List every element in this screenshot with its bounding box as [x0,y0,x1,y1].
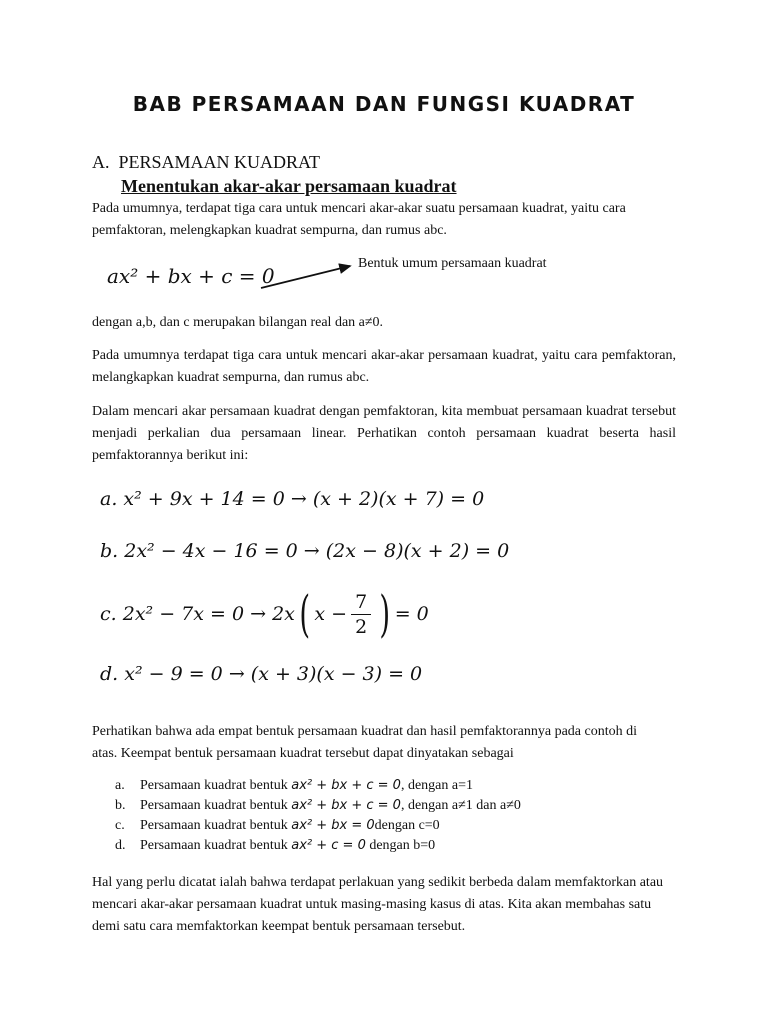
section-label: A. [92,152,110,172]
fraction [351,590,371,639]
list-item-suffix: , dengan a=1 [400,778,473,793]
example-a-lhs: x² + 9x + 14 = 0 [123,488,285,510]
arrow-right-icon: → [250,603,267,625]
example-d-rhs: (x + 3)(x − 3) = 0 [250,663,423,685]
observe-paragraph: Perhatikan bahwa ada empat bentuk persamaan kuadrat dan hasil pemfaktorannya pada contoh di atas. Keempat bentuk persamaan kuadrat tersebut dapat dinyatakan sebagai [92,724,638,761]
constants-text: dengan a,b, dan c merupakan bilangan real dan a≠0. [92,315,384,330]
fraction-numerator: 7 [351,590,371,615]
example-c-lhs: 2x² − 7x = 0 [122,603,245,625]
list-item-formula: ax² + bx + c = 0 [291,798,401,813]
example-d-label: d. [100,663,119,685]
left-paren: ( [299,585,310,643]
page-title: BAB PERSAMAAN DAN FUNGSI KUADRAT [132,92,636,116]
fraction-denominator: 2 [355,615,368,638]
list-item-text: Persamaan kuadrat bentuk [140,818,292,833]
list-item [115,776,473,796]
list-item-suffix: dengan c=0 [374,818,440,833]
example-c-factor: 2x [272,603,295,625]
example-a [100,488,484,510]
methods-paragraph: Pada umumnya terdapat tiga cara untuk mencari akar-akar persamaan kuadrat, yaitu cara pemfaktoran, melangkapkan kuadrat sempurna, dan rumus abc. [92,348,676,385]
section-title: PERSAMAAN KUADRAT [118,152,321,172]
example-d-lhs: x² − 9 = 0 [124,663,223,685]
right-paren: ) [379,585,391,643]
list-item-label: c. [115,818,125,833]
example-a-label: a. [100,488,118,510]
example-c [100,584,429,644]
arrow-right-icon: → [290,488,307,510]
list-item-text: Persamaan kuadrat bentuk [140,778,292,793]
example-a-rhs: (x + 2)(x + 7) = 0 [312,488,485,510]
example-b-rhs: (2x − 8)(x + 2) = 0 [325,540,510,562]
section-heading [92,152,320,173]
general-form-equation: ax² + bx + c = 0 [107,264,275,288]
list-item-formula: ax² + bx = 0 [291,818,375,833]
list-item-label: b. [115,798,126,813]
list-item-label: d. [115,838,126,853]
example-c-label: c. [100,603,117,625]
list-item [115,796,521,816]
list-item-text: Persamaan kuadrat bentuk [140,798,292,813]
list-item-suffix: dengan b=0 [365,838,436,853]
factoring-paragraph: Dalam mencari akar persamaan kuadrat dengan pemfaktoran, kita membuat persamaan kuadrat tersebut menjadi perkalian dua persamaan linear. Perhatikan contoh persamaan kuadrat beserta hasil pemfaktorannya berikut ini: [92,404,676,463]
example-c-rhs: = 0 [394,603,429,625]
intro-paragraph: Pada umumnya, terdapat tiga cara untuk mencari akar-akar suatu persamaan kuadrat, yaitu cara pemfaktoran, melengkapkan kuadrat sempurna, dan rumus abc. [92,201,626,238]
example-c-inner: x − [314,603,348,625]
general-form-note: Bentuk umum persamaan kuadrat [358,256,547,271]
arrow-icon [258,258,358,292]
list-item-formula: ax² + bx + c = 0 [291,778,401,793]
example-b-lhs: 2x² − 4x − 16 = 0 [124,540,298,562]
list-item-text: Persamaan kuadrat bentuk [140,838,292,853]
list-item-suffix: , dengan a≠1 dan a≠0 [400,798,521,813]
example-d [100,663,422,685]
closing-paragraph: Hal yang perlu dicatat ialah bahwa terdapat perlakuan yang sedikit berbeda dalam memfaktorkan atau mencari akar-akar persamaan kuadrat untuk masing-masing kasus di atas. Kita akan membahas satu demi satu cara memfaktorkan keempat bentuk persamaan tersebut. [92,875,664,934]
arrow-right-icon: → [303,540,320,562]
list-item [115,836,435,856]
example-b-label: b. [100,540,119,562]
list-item [115,816,440,836]
example-b [100,540,509,562]
list-item-formula: ax² + c = 0 [291,838,366,853]
list-item-label: a. [115,778,125,793]
subheading: Menentukan akar-akar persamaan kuadrat [121,176,457,196]
arrow-right-icon: → [228,663,245,685]
